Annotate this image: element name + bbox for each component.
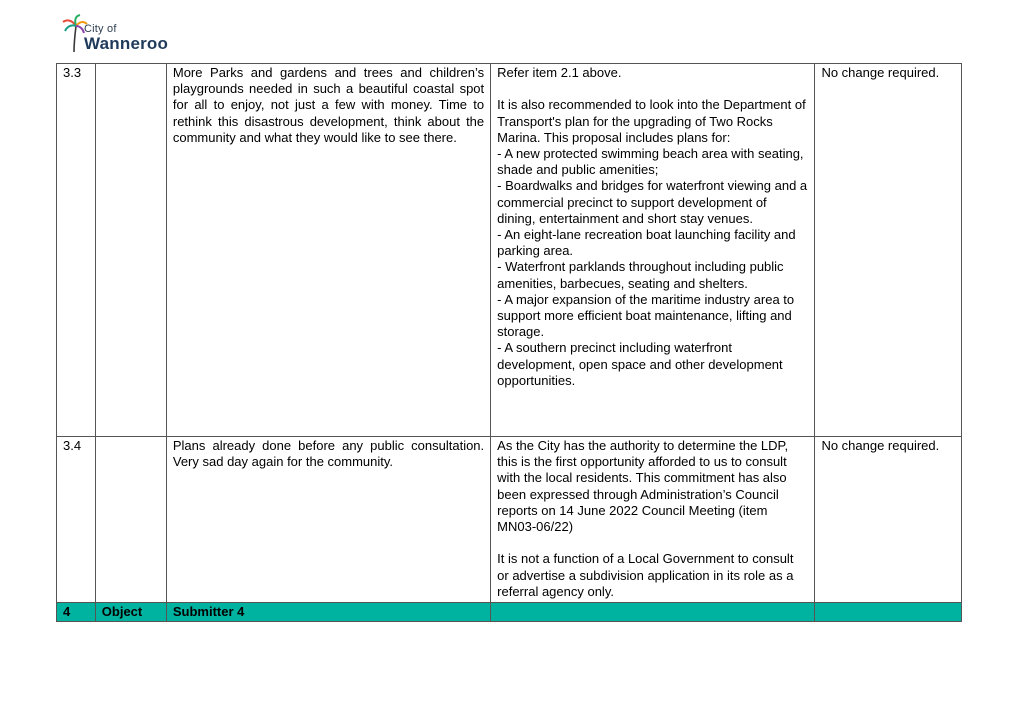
item-number: 3.4 (57, 437, 96, 603)
heading-empty-cell (491, 603, 815, 622)
logo-name-text: Wanneroo (84, 34, 169, 53)
submissions-table (56, 63, 962, 622)
table-row (57, 437, 962, 603)
submission-type (95, 64, 166, 437)
item-number: 3.3 (57, 64, 96, 437)
response-text: Refer item 2.1 above. It is also recommended to look into the Department of Transport's plan for the upgrading of Two Rocks Marina. This proposal includes plans for: - A new protected swimming beach area with seating, shade and public amenities; - Boardwalks and bridges for waterfront viewing and a commercial precinct to support development of dining, entertainment and short stay venues. - An eight-lane recreation boat launching facility and parking area. - Waterfront parklands throughout including public amenities, barbecues, seating and shelters. - A major expansion of the maritime industry area to support more efficient boat maintenance, lifting and storage. - A southern precinct including waterfront development, open space and other development opportunities. (491, 64, 815, 437)
submitter-number: 4 (57, 603, 96, 622)
submitter-type: Object (95, 603, 166, 622)
submission-text: More Parks and gardens and trees and children’s playgrounds needed in such a beautiful coastal spot for all to enjoy, not just a few with money. Time to rethink this disastrous development, think about the community and what they would like to see there. (166, 64, 490, 437)
submitter-label: Submitter 4 (166, 603, 490, 622)
recommendation-text: No change required. (815, 437, 962, 603)
response-text: As the City has the authority to determine the LDP, this is the first opportunity afforded to us to consult with the local residents. This commitment has also been expressed through Administration’s Council reports on 14 June 2022 Council Meeting (item MN03-06/22) It is not a function of a Local Government to consult or advertise a subdivision application in its role as a referral agency only. (491, 437, 815, 603)
city-logo (62, 14, 182, 56)
table-row (57, 64, 962, 437)
recommendation-text: No change required. (815, 64, 962, 437)
submitter-heading-row (57, 603, 962, 622)
submission-type (95, 437, 166, 603)
submission-text: Plans already done before any public consultation. Very sad day again for the community. (166, 437, 490, 603)
logo-city-text: City of (84, 23, 117, 35)
heading-empty-cell (815, 603, 962, 622)
